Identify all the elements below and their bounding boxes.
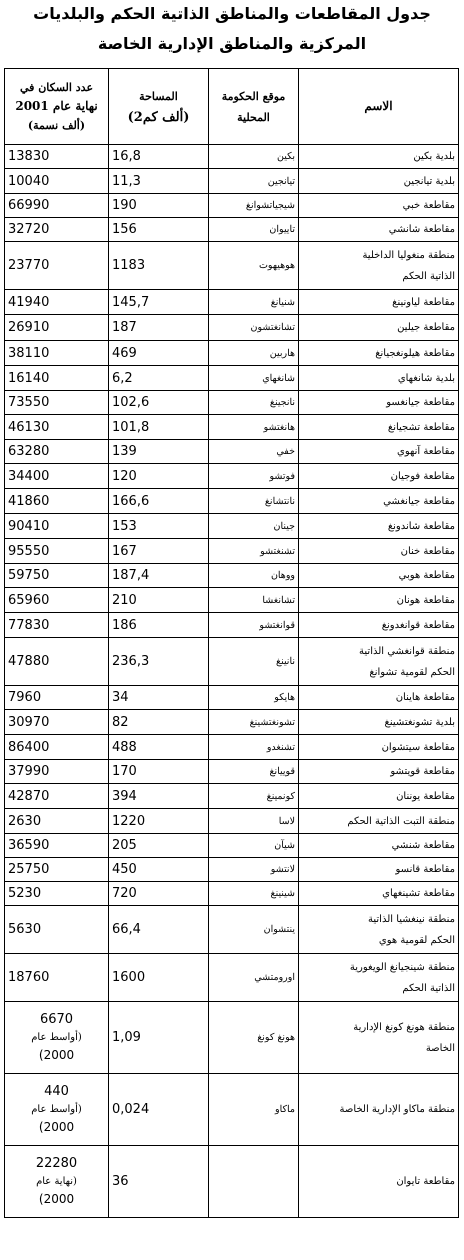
cell-population	[5, 1002, 109, 1074]
cell-area: 153	[109, 514, 209, 539]
cell-population: 77830	[5, 613, 109, 638]
cell-population: 5230	[5, 882, 109, 906]
table-row	[5, 315, 459, 341]
table-row	[5, 638, 459, 686]
cell-location: فوتشو	[209, 464, 299, 489]
cell-population	[5, 1074, 109, 1146]
header-location-line-2: المحلية	[237, 110, 270, 124]
table-row	[5, 882, 459, 906]
population-note: (أواسط عام	[31, 1032, 82, 1043]
name-line: مقاطعة قويتشو	[390, 766, 455, 777]
cell-area: 1183	[109, 242, 209, 290]
name-line: مقاطعة شانشي	[388, 224, 455, 235]
header-area-line-1: المساحة	[139, 89, 178, 103]
cell-area: 145,7	[109, 290, 209, 315]
table-row	[5, 366, 459, 391]
table-body	[5, 145, 459, 1218]
cell-location: لانتشو	[209, 858, 299, 882]
cell-location: قوانغتشو	[209, 613, 299, 638]
cell-location: اورومتشي	[209, 954, 299, 1002]
header-population-line-1: عدد السكان في	[19, 81, 94, 94]
cell-location: نانينغ	[209, 638, 299, 686]
cell-area: 1,09	[109, 1002, 209, 1074]
cell-population: 18760	[5, 954, 109, 1002]
header-location	[209, 69, 299, 145]
cell-location: لاسا	[209, 809, 299, 834]
cell-name	[299, 489, 459, 514]
cell-name	[299, 564, 459, 588]
cell-area: 1600	[109, 954, 209, 1002]
cell-location: خفي	[209, 440, 299, 464]
table-row	[5, 415, 459, 440]
cell-area: 170	[109, 760, 209, 784]
table-row	[5, 564, 459, 588]
name-line: مقاطعة فوجيان	[390, 470, 455, 482]
cell-population: 30970	[5, 710, 109, 735]
cell-population	[5, 1146, 109, 1218]
name-line: منطقة قوانغشي الذاتية	[359, 645, 455, 657]
cell-population: 16140	[5, 366, 109, 391]
header-population	[5, 69, 109, 145]
cell-name	[299, 341, 459, 366]
table-row	[5, 489, 459, 514]
cell-population: 2630	[5, 809, 109, 834]
name-line: مقاطعة خبي	[402, 200, 455, 211]
cell-location: هونغ كونغ	[209, 1002, 299, 1074]
name-line: منطقة نينغشيا الذاتية	[368, 913, 455, 925]
cell-population: 41860	[5, 489, 109, 514]
name-line: منطقة ماكاو الإدارية الخاصة	[339, 1104, 455, 1115]
cell-population: 13830	[5, 145, 109, 169]
name-line: بلدية تيانجين	[403, 175, 455, 187]
table-row	[5, 809, 459, 834]
cell-area: 187,4	[109, 564, 209, 588]
cell-location: ووهان	[209, 564, 299, 588]
name-line: الذاتية الحكم	[402, 982, 455, 994]
population-note: (نهاية عام	[36, 1176, 77, 1187]
table-row	[5, 514, 459, 539]
cell-population: 7960	[5, 686, 109, 710]
cell-area: 167	[109, 539, 209, 564]
header-name: الاسم	[299, 69, 459, 145]
cell-name	[299, 638, 459, 686]
cell-population: 26910	[5, 315, 109, 341]
cell-population: 46130	[5, 415, 109, 440]
cell-name	[299, 906, 459, 954]
cell-name	[299, 613, 459, 638]
cell-location	[209, 1146, 299, 1218]
name-line: الحكم لقومية تشوانغ	[369, 666, 455, 678]
cell-area: 236,3	[109, 638, 209, 686]
cell-name	[299, 710, 459, 735]
cell-area: 210	[109, 588, 209, 613]
cell-area: 186	[109, 613, 209, 638]
cell-location: تاييوان	[209, 218, 299, 242]
cell-name	[299, 145, 459, 169]
cell-location: ينتشوان	[209, 906, 299, 954]
cell-area: 187	[109, 315, 209, 341]
cell-location: كونمينغ	[209, 784, 299, 809]
cell-name	[299, 218, 459, 242]
cell-location: شنيانغ	[209, 290, 299, 315]
cell-area: 139	[109, 440, 209, 464]
cell-area: 450	[109, 858, 209, 882]
table-row	[5, 194, 459, 218]
population-value: 440	[44, 1084, 69, 1099]
name-line: مقاطعة يوننان	[396, 790, 455, 802]
table-row	[5, 710, 459, 735]
cell-location: هوهيهوت	[209, 242, 299, 290]
cell-name	[299, 440, 459, 464]
cell-location: نانجينغ	[209, 391, 299, 415]
population-value: 22280	[35, 1156, 78, 1171]
cell-area: 82	[109, 710, 209, 735]
table-row	[5, 834, 459, 858]
cell-population: 38110	[5, 341, 109, 366]
name-line: مقاطعة قانسو	[395, 864, 455, 875]
table-row	[5, 440, 459, 464]
cell-name	[299, 686, 459, 710]
cell-population: 95550	[5, 539, 109, 564]
cell-area: 102,6	[109, 391, 209, 415]
cell-population: 5630	[5, 906, 109, 954]
cell-area: 101,8	[109, 415, 209, 440]
title-line-2: المركزية والمناطق الإدارية الخاصة	[97, 34, 367, 53]
name-line: مقاطعة تشجيانغ	[387, 421, 455, 433]
cell-name	[299, 882, 459, 906]
name-line: مقاطعة هونان	[396, 594, 455, 606]
cell-area: 11,3	[109, 169, 209, 194]
cell-area: 1220	[109, 809, 209, 834]
name-line: مقاطعة شاندونغ	[387, 520, 455, 532]
cell-name	[299, 242, 459, 290]
cell-population: 25750	[5, 858, 109, 882]
name-line: بلدية بكين	[413, 151, 455, 162]
cell-name	[299, 391, 459, 415]
name-line: مقاطعة هيلونغجيانغ	[375, 347, 455, 359]
cell-name	[299, 315, 459, 341]
cell-population: 32720	[5, 218, 109, 242]
cell-population: 37990	[5, 760, 109, 784]
cell-population: 41940	[5, 290, 109, 315]
cell-population: 63280	[5, 440, 109, 464]
cell-name	[299, 735, 459, 760]
cell-area: 205	[109, 834, 209, 858]
table-row	[5, 242, 459, 290]
cell-population: 86400	[5, 735, 109, 760]
header-population-line-3: (ألف نسمة)	[27, 119, 86, 132]
cell-name	[299, 366, 459, 391]
cell-area: 394	[109, 784, 209, 809]
cell-location: شانغهاي	[209, 366, 299, 391]
cell-population: 34400	[5, 464, 109, 489]
name-line: مقاطعة جيانغشي	[383, 495, 455, 507]
cell-name	[299, 1074, 459, 1146]
population-year: 2000)	[38, 1192, 75, 1206]
cell-area: 34	[109, 686, 209, 710]
cell-name	[299, 588, 459, 613]
cell-location: قوييانغ	[209, 760, 299, 784]
cell-location: هايكو	[209, 686, 299, 710]
name-line: مقاطعة خنان	[400, 545, 455, 557]
cell-population: 23770	[5, 242, 109, 290]
cell-population: 73550	[5, 391, 109, 415]
cell-name	[299, 858, 459, 882]
cell-area: 66,4	[109, 906, 209, 954]
table-row	[5, 858, 459, 882]
name-line: منطقة شينجيانغ الويغورية	[349, 961, 455, 973]
cell-population: 66990	[5, 194, 109, 218]
cell-population: 59750	[5, 564, 109, 588]
cell-location: شينينغ	[209, 882, 299, 906]
cell-name	[299, 760, 459, 784]
header-area	[109, 69, 209, 145]
table-row	[5, 169, 459, 194]
name-line: مقاطعة جيانغسو	[386, 397, 455, 408]
table-row	[5, 735, 459, 760]
name-line: مقاطعة هاينان	[395, 692, 455, 703]
cell-location: تشانغتشون	[209, 315, 299, 341]
cell-location: جينان	[209, 514, 299, 539]
regions-table	[4, 68, 459, 1218]
cell-name	[299, 1146, 459, 1218]
population-year: 2000)	[38, 1048, 75, 1062]
population-year: 2000)	[38, 1120, 75, 1134]
name-line: الذاتية الحكم	[402, 270, 455, 282]
cell-population: 42870	[5, 784, 109, 809]
table-row	[5, 290, 459, 315]
cell-area: 720	[109, 882, 209, 906]
cell-area: 469	[109, 341, 209, 366]
cell-area: 166,6	[109, 489, 209, 514]
cell-name	[299, 539, 459, 564]
name-line: منطقة منغوليا الداخلية	[362, 249, 455, 261]
name-line: الخاصة	[425, 1042, 455, 1054]
table-row	[5, 391, 459, 415]
name-line: مقاطعة سيتشوان	[381, 741, 455, 753]
cell-area: 488	[109, 735, 209, 760]
table-row	[5, 464, 459, 489]
cell-name	[299, 1002, 459, 1074]
cell-location: نانتشانغ	[209, 489, 299, 514]
cell-name	[299, 194, 459, 218]
name-line: مقاطعة آنهوي	[397, 446, 455, 457]
cell-name	[299, 784, 459, 809]
table-row	[5, 784, 459, 809]
cell-area: 120	[109, 464, 209, 489]
cell-location: بكين	[209, 145, 299, 169]
header-population-line-2: نهاية عام 2001	[15, 99, 98, 113]
table-row	[5, 588, 459, 613]
cell-name	[299, 169, 459, 194]
cell-location: تشونغتشينغ	[209, 710, 299, 735]
table-row	[5, 613, 459, 638]
cell-location: تشانغشا	[209, 588, 299, 613]
name-line: مقاطعة جيلين	[397, 322, 455, 333]
table-row	[5, 539, 459, 564]
name-line: مقاطعة شنشي	[391, 840, 455, 851]
header-area-line-2: (ألف كم2)	[127, 109, 190, 125]
name-line: بلدية تشونغتشينغ	[384, 716, 455, 728]
title-line-1: جدول المقاطعات والمناطق الذاتية الحكم والبلديات	[33, 4, 431, 23]
name-line: مقاطعة تايوان	[396, 1176, 455, 1187]
table-row	[5, 686, 459, 710]
cell-population: 65960	[5, 588, 109, 613]
table-row	[5, 906, 459, 954]
name-line: مقاطعة لياونينغ	[392, 296, 455, 308]
cell-name	[299, 834, 459, 858]
cell-name	[299, 514, 459, 539]
header-row	[5, 69, 459, 145]
table-row	[5, 954, 459, 1002]
cell-population: 10040	[5, 169, 109, 194]
cell-name	[299, 954, 459, 1002]
table-row	[5, 218, 459, 242]
table-row	[5, 145, 459, 169]
cell-location: هانغتشو	[209, 415, 299, 440]
cell-location: ماكاو	[209, 1074, 299, 1146]
cell-location: شيآن	[209, 834, 299, 858]
name-line: مقاطعة تشينغهاي	[382, 888, 455, 899]
name-line: الحكم لقومية هوي	[378, 934, 455, 946]
name-line: منطقة التبت الذاتية الحكم	[347, 815, 455, 827]
table-row	[5, 1002, 459, 1074]
cell-name	[299, 290, 459, 315]
cell-area: 16,8	[109, 145, 209, 169]
cell-population: 36590	[5, 834, 109, 858]
cell-location: تشنغدو	[209, 735, 299, 760]
cell-name	[299, 464, 459, 489]
name-line: بلدية شانغهاي	[397, 372, 455, 384]
cell-location: تشنغتشو	[209, 539, 299, 564]
header-location-line-1: موقع الحكومة	[221, 89, 286, 103]
population-value: 6670	[39, 1012, 74, 1027]
cell-area: 156	[109, 218, 209, 242]
name-line: منطقة هونغ كونغ الإدارية	[353, 1021, 455, 1033]
cell-location: هاربين	[209, 341, 299, 366]
cell-area: 0,024	[109, 1074, 209, 1146]
population-note: (أواسط عام	[31, 1104, 82, 1115]
table-row	[5, 1074, 459, 1146]
cell-population: 90410	[5, 514, 109, 539]
name-line: مقاطعة هوبي	[398, 570, 455, 581]
cell-area: 6,2	[109, 366, 209, 391]
cell-name	[299, 809, 459, 834]
cell-population: 47880	[5, 638, 109, 686]
cell-area: 190	[109, 194, 209, 218]
table-row	[5, 760, 459, 784]
cell-location: شيجياتشوانغ	[209, 194, 299, 218]
table-row	[5, 341, 459, 366]
table-row	[5, 1146, 459, 1218]
cell-area: 36	[109, 1146, 209, 1218]
name-line: مقاطعة قوانغدونغ	[381, 619, 455, 631]
cell-name	[299, 415, 459, 440]
cell-location: تيانجين	[209, 169, 299, 194]
